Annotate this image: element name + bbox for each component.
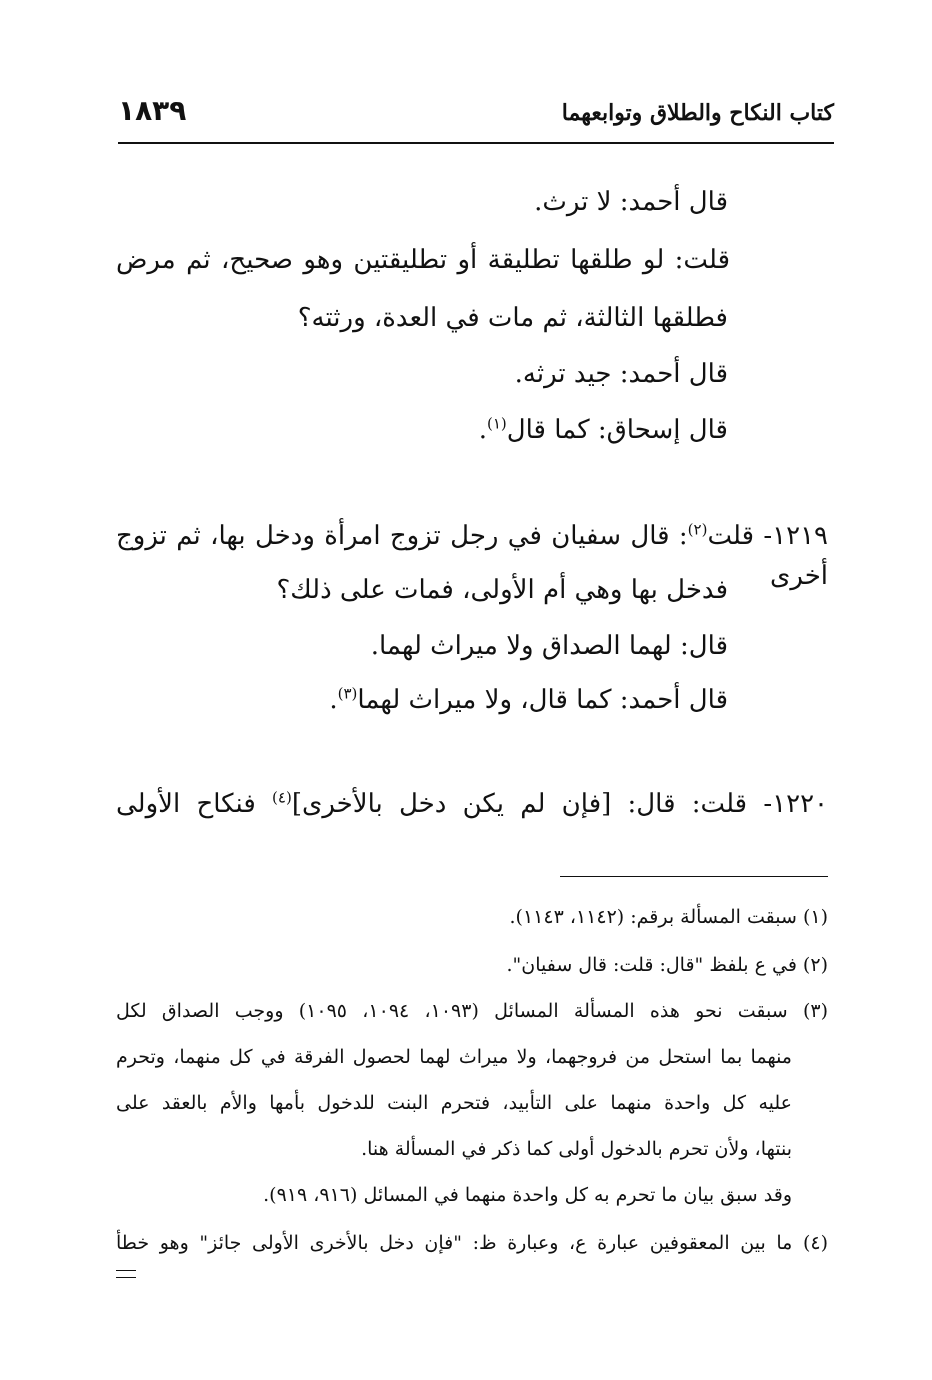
issue-1220-text: ١٢٢٠- قلت: قال: [فإن لم يكن دخل بالأخرى] xyxy=(291,789,828,819)
page-header xyxy=(118,92,834,144)
body-line-3: فطلقها الثالثة، ثم مات في العدة، ورثته؟ xyxy=(297,303,728,333)
body-line-2: قلت: لو طلقها تطليقة أو تطليقتين وهو صحيح، ثم مرض xyxy=(116,245,730,275)
body-line-5-period: . xyxy=(478,415,487,445)
header-rule xyxy=(118,142,834,144)
footnote-3-line-1: (٣) سبقت نحو هذه المسألة المسائل (١٠٩٣، ١٠٩٤، ١٠٩٥) ووجب الصداق لكل xyxy=(116,1000,828,1022)
body-line-5-text: قال إسحاق: كما قال xyxy=(506,415,728,445)
footnote-4: (٤) ما بين المعقوفين عبارة ع، وعبارة ظ: "فإن دخل بالأخرى الأولى جائز" وهو خطأ xyxy=(116,1232,828,1254)
continuation-mark xyxy=(116,1270,136,1278)
body-line-5 xyxy=(128,410,728,450)
footnote-ref-1: (١) xyxy=(486,414,507,433)
footnote-ref-2: (٢) xyxy=(687,520,708,539)
issue-1219-line-4-period: . xyxy=(329,685,338,715)
footnote-rule xyxy=(560,876,828,877)
page-number: ١٨٣٩ xyxy=(118,94,187,127)
issue-1220-line-1 xyxy=(116,784,828,824)
issue-1219-line-4 xyxy=(128,680,728,720)
issue-1219-line-3: قال: لهما الصداق ولا ميراث لهما. xyxy=(370,631,728,661)
issue-1219-text: : قال سفيان في رجل تزوج امرأة ودخل بها، ثم تزوج أخرى xyxy=(116,521,828,591)
issue-1219-head: ١٢١٩- قلت xyxy=(707,521,828,551)
footnote-ref-3: (٣) xyxy=(337,684,358,703)
footnote-ref-4: (٤) xyxy=(272,788,292,807)
footnote-2: (٢) في ع بلفظ "قال: قلت: قال سفيان". xyxy=(506,954,828,976)
footnote-3-line-2: منهما بما استحل من فروجهما، ولا ميراث لهما لحصول الفرقة في كل منهما، وتحرم xyxy=(116,1046,792,1068)
issue-1220-tail: فنكاح الأولى xyxy=(116,789,273,819)
footnote-1: (١) سبقت المسألة برقم: (١١٤٢، ١١٤٣). xyxy=(509,906,828,928)
issue-1219-line-4-text: قال أحمد: كما قال، ولا ميراث لهما xyxy=(357,685,728,715)
running-title: كتاب النكاح والطلاق وتوابعهما xyxy=(561,100,834,126)
body-line-4: قال أحمد: جيد ترثه. xyxy=(514,359,728,389)
footnote-3-line-4: بنتها، ولأن تحرم بالدخول أولى كما ذكر في المسألة هنا. xyxy=(361,1138,792,1160)
footnote-3-line-3: عليه كل واحدة منهما على التأبيد، فتحرم البنت للدخول بأمها والأم بالعقد على xyxy=(116,1092,792,1114)
footnote-3-line-5: وقد سبق بيان ما تحرم به كل واحدة منهما في المسائل (٩١٦، ٩١٩). xyxy=(263,1184,792,1206)
issue-1219-line-2: فدخل بها وهي أم الأولى، فمات على ذلك؟ xyxy=(276,575,728,605)
body-line-1: قال أحمد: لا ترث. xyxy=(534,187,728,217)
